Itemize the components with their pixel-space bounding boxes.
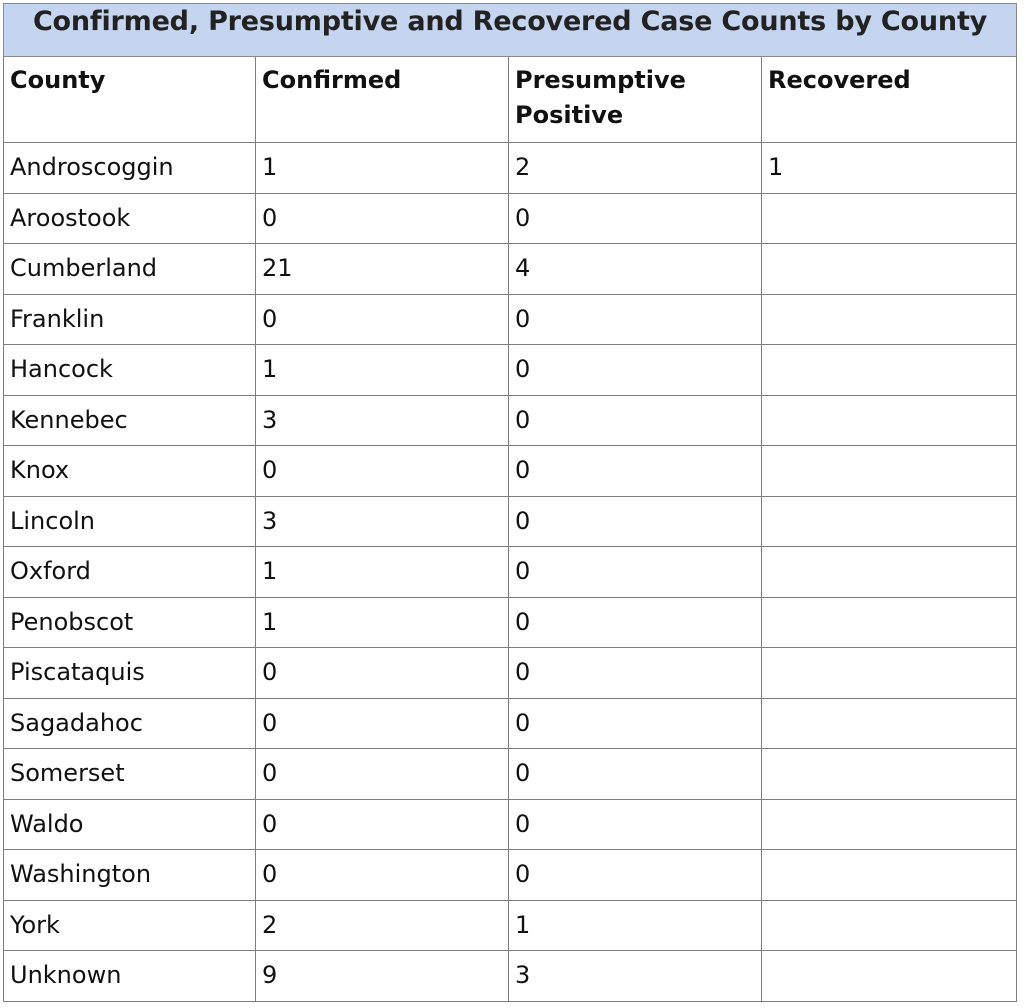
column-header-confirmed: Confirmed	[256, 57, 509, 143]
column-header-presumptive-positive: Presumptive Positive	[509, 57, 762, 143]
table-row	[4, 951, 1017, 1002]
cell-presumptive-positive: 1	[509, 900, 762, 951]
cell-presumptive-positive: 0	[509, 547, 762, 598]
cell-recovered: 1	[762, 143, 1017, 194]
cell-presumptive-positive: 0	[509, 395, 762, 446]
cell-recovered	[762, 547, 1017, 598]
column-header-county: County	[4, 57, 256, 143]
cell-recovered	[762, 597, 1017, 648]
table-row	[4, 648, 1017, 699]
table-row	[4, 446, 1017, 497]
cell-confirmed: 1	[256, 547, 509, 598]
cell-county: Piscataquis	[4, 648, 256, 699]
table-row	[4, 496, 1017, 547]
cell-county: Knox	[4, 446, 256, 497]
cell-county: York	[4, 900, 256, 951]
cell-county: Aroostook	[4, 193, 256, 244]
cell-county: Franklin	[4, 294, 256, 345]
cell-recovered	[762, 345, 1017, 396]
table-title: Confirmed, Presumptive and Recovered Case Counts by County	[4, 4, 1017, 57]
cell-confirmed: 0	[256, 446, 509, 497]
cell-recovered	[762, 749, 1017, 800]
cell-confirmed: 21	[256, 244, 509, 295]
cell-recovered	[762, 850, 1017, 901]
table-row	[4, 749, 1017, 800]
cell-confirmed: 0	[256, 193, 509, 244]
cell-presumptive-positive: 0	[509, 597, 762, 648]
cell-recovered	[762, 395, 1017, 446]
table-row	[4, 799, 1017, 850]
cell-county: Waldo	[4, 799, 256, 850]
cell-recovered	[762, 446, 1017, 497]
table-row	[4, 244, 1017, 295]
column-header-recovered: Recovered	[762, 57, 1017, 143]
cell-presumptive-positive: 0	[509, 698, 762, 749]
cell-county: Hancock	[4, 345, 256, 396]
cell-presumptive-positive: 0	[509, 850, 762, 901]
cell-confirmed: 1	[256, 597, 509, 648]
cell-confirmed: 0	[256, 850, 509, 901]
case-count-table	[3, 3, 1017, 1002]
cell-recovered	[762, 648, 1017, 699]
cell-presumptive-positive: 0	[509, 496, 762, 547]
cell-presumptive-positive: 3	[509, 951, 762, 1002]
cell-presumptive-positive: 0	[509, 799, 762, 850]
table-row	[4, 547, 1017, 598]
table-title-row	[4, 4, 1017, 57]
cell-confirmed: 0	[256, 698, 509, 749]
cell-county: Cumberland	[4, 244, 256, 295]
table-row	[4, 850, 1017, 901]
cell-presumptive-positive: 0	[509, 648, 762, 699]
cell-presumptive-positive: 0	[509, 446, 762, 497]
cell-county: Androscoggin	[4, 143, 256, 194]
cell-confirmed: 3	[256, 395, 509, 446]
cell-county: Penobscot	[4, 597, 256, 648]
cell-recovered	[762, 496, 1017, 547]
cell-confirmed: 1	[256, 345, 509, 396]
cell-recovered	[762, 900, 1017, 951]
cell-confirmed: 0	[256, 294, 509, 345]
table-row	[4, 597, 1017, 648]
cell-presumptive-positive: 0	[509, 749, 762, 800]
cell-county: Lincoln	[4, 496, 256, 547]
cell-confirmed: 2	[256, 900, 509, 951]
cell-recovered	[762, 951, 1017, 1002]
cell-presumptive-positive: 0	[509, 193, 762, 244]
cell-confirmed: 0	[256, 648, 509, 699]
table-row	[4, 294, 1017, 345]
cell-recovered	[762, 193, 1017, 244]
cell-county: Oxford	[4, 547, 256, 598]
cell-confirmed: 1	[256, 143, 509, 194]
table-row	[4, 193, 1017, 244]
cell-confirmed: 0	[256, 799, 509, 850]
cell-county: Somerset	[4, 749, 256, 800]
table-row	[4, 395, 1017, 446]
case-count-table-container	[3, 3, 1016, 1002]
cell-recovered	[762, 244, 1017, 295]
cell-county: Unknown	[4, 951, 256, 1002]
cell-recovered	[762, 698, 1017, 749]
table-row	[4, 143, 1017, 194]
table-body	[4, 143, 1017, 1002]
table-row	[4, 900, 1017, 951]
cell-confirmed: 9	[256, 951, 509, 1002]
table-header-row	[4, 57, 1017, 143]
cell-presumptive-positive: 2	[509, 143, 762, 194]
cell-confirmed: 0	[256, 749, 509, 800]
cell-presumptive-positive: 4	[509, 244, 762, 295]
cell-presumptive-positive: 0	[509, 294, 762, 345]
cell-county: Kennebec	[4, 395, 256, 446]
cell-recovered	[762, 799, 1017, 850]
table-row	[4, 345, 1017, 396]
table-row	[4, 698, 1017, 749]
cell-county: Sagadahoc	[4, 698, 256, 749]
cell-county: Washington	[4, 850, 256, 901]
cell-confirmed: 3	[256, 496, 509, 547]
cell-recovered	[762, 294, 1017, 345]
cell-presumptive-positive: 0	[509, 345, 762, 396]
